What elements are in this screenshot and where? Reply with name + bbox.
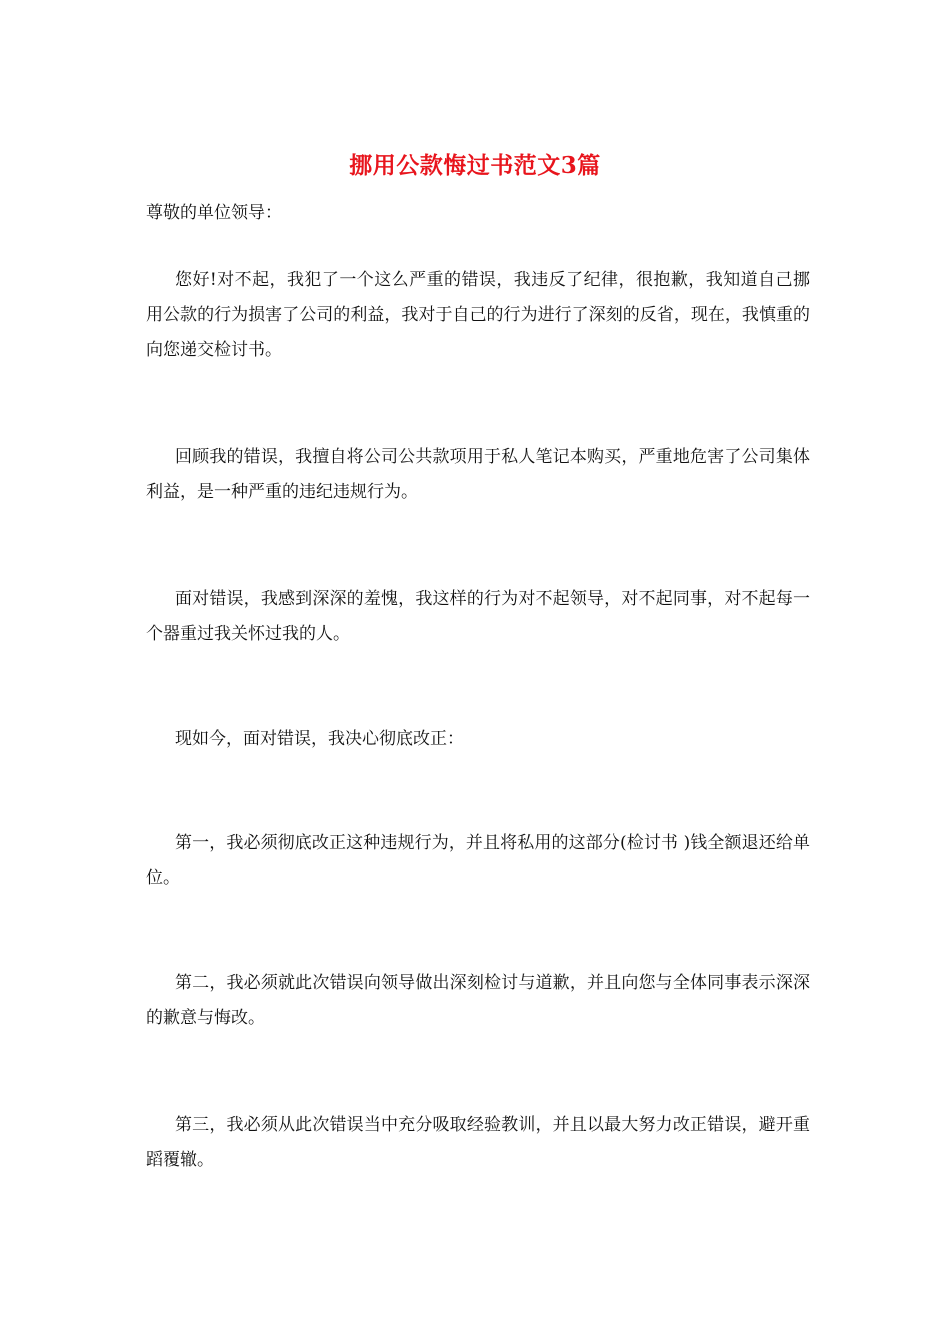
paragraph-apology: 您好!对不起，我犯了一个这么严重的错误，我违反了纪律，很抱歉，我知道自己挪用公款的行为损害了公司的利益，我对于自己的行为进行了深刻的反省，现在，我慎重的向您递交检讨书。 — [146, 270, 810, 360]
paragraph-resolve: 现如今，面对错误，我决心彻底改正： — [175, 729, 464, 749]
paragraph-first: 第一，我必须彻底改正这种违规行为，并且将私用的这部分(检讨书 )钱全额退还给单位。 — [146, 833, 810, 888]
paragraph-second: 第二，我必须就此次错误向领导做出深刻检讨与道歉，并且向您与全体同事表示深深的歉意与悔改。 — [146, 973, 810, 1028]
paragraph-third: 第三，我必须从此次错误当中充分吸取经验教训，并且以最大努力改正错误，避开重蹈覆辙。 — [146, 1115, 810, 1170]
salutation: 尊敬的单位领导： — [146, 203, 282, 223]
paragraph-review: 回顾我的错误，我擅自将公司公共款项用于私人笔记本购买，严重地危害了公司集体利益，是一种严重的违纪违规行为。 — [146, 447, 810, 502]
document-title: 挪用公款悔过书范文3篇 — [349, 152, 601, 179]
paragraph-shame: 面对错误，我感到深深的羞愧，我这样的行为对不起领导，对不起同事，对不起每一个器重过我关怀过我的人。 — [146, 589, 810, 644]
